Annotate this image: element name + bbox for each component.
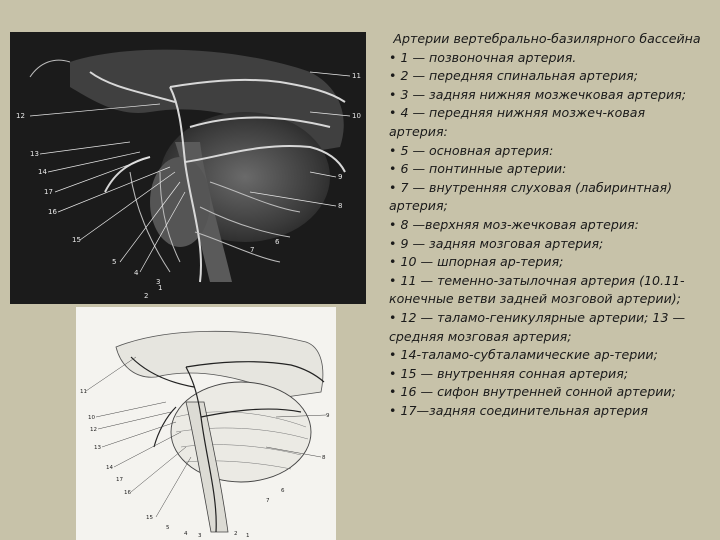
- text-panel: [389, 30, 705, 420]
- slide-title: Артерии вертебрально-базилярного бассейна: [393, 31, 701, 46]
- dark-label-15: 15: [72, 236, 81, 244]
- list-item: • 17—задняя соединительная артерия: [389, 402, 705, 421]
- dark-label-6: 6: [275, 238, 280, 246]
- dark-label-12: 12: [16, 112, 25, 120]
- light-label-16: 16: [124, 490, 131, 496]
- list-item: • 1 — позвоночная артерия.: [389, 49, 705, 68]
- artery-list: [389, 49, 705, 421]
- dark-label-17: 17: [44, 188, 53, 196]
- list-item: • 2 — передняя спинальная артерия;: [389, 67, 705, 86]
- light-label-13: 13: [94, 445, 101, 451]
- light-label-12: 12: [90, 427, 97, 433]
- light-label-7: 7: [266, 498, 270, 504]
- light-label-3: 3: [198, 533, 202, 539]
- dark-label-7: 7: [250, 246, 255, 254]
- light-label-6: 6: [281, 488, 285, 494]
- list-item: • 7 — внутренняя слуховая (лабиринтная) артерия;: [389, 179, 705, 216]
- line-drawing: [76, 307, 336, 540]
- angiogram-drawing: [10, 32, 366, 304]
- list-item: • 6 — понтинные артерии:: [389, 160, 705, 179]
- light-label-15: 15: [146, 515, 153, 521]
- light-label-10: 10: [88, 415, 95, 421]
- light-label-11: 11: [80, 389, 87, 395]
- dark-label-1: 1: [158, 284, 163, 292]
- list-item: • 12 — таламо-геникулярные артерии; 13 — средняя мозговая артерия;: [389, 309, 705, 346]
- dark-label-5: 5: [112, 258, 117, 266]
- list-item: • 16 — сифон внутренней сонной артерии;: [389, 383, 705, 402]
- list-item: • 10 — шпорная ар-терия;: [389, 253, 705, 272]
- light-label-2: 2: [234, 531, 238, 537]
- list-item: • 3 — задняя нижняя мозжечковая артерия;: [389, 86, 705, 105]
- dark-label-2: 2: [144, 292, 149, 300]
- dark-label-4: 4: [134, 269, 139, 277]
- line-drawing-illustration: [76, 307, 336, 540]
- list-item: • 4 — передняя нижняя мозжеч-ковая артерия:: [389, 104, 705, 141]
- light-label-9: 9: [326, 413, 330, 419]
- light-label-14: 14: [106, 465, 113, 471]
- list-item: • 15 — внутренняя сонная артерия;: [389, 365, 705, 384]
- dark-label-14: 14: [38, 168, 47, 176]
- light-label-4: 4: [184, 531, 188, 537]
- dark-label-16: 16: [48, 208, 57, 216]
- light-label-5: 5: [166, 525, 170, 531]
- light-label-17: 17: [116, 477, 123, 483]
- dark-label-9: 9: [338, 173, 343, 181]
- dark-label-13: 13: [30, 150, 39, 158]
- dark-label-10: 10: [352, 112, 361, 120]
- light-label-8: 8: [322, 455, 326, 461]
- dark-label-8: 8: [338, 202, 343, 210]
- list-item: • 11 — теменно-затылочная артерия (10.11- конечные ветви задней мозговой артерии);: [389, 272, 705, 309]
- list-item: • 9 — задняя мозговая артерия;: [389, 235, 705, 254]
- dark-label-11: 11: [352, 72, 361, 80]
- dark-label-3: 3: [156, 278, 161, 286]
- light-label-1: 1: [246, 533, 250, 539]
- list-item: • 5 — основная артерия:: [389, 142, 705, 161]
- list-item: • 14-таламо-субталамические ар-терии;: [389, 346, 705, 365]
- angiogram-illustration: [10, 32, 366, 304]
- list-item: • 8 —верхняя моз-жечковая артерия:: [389, 216, 705, 235]
